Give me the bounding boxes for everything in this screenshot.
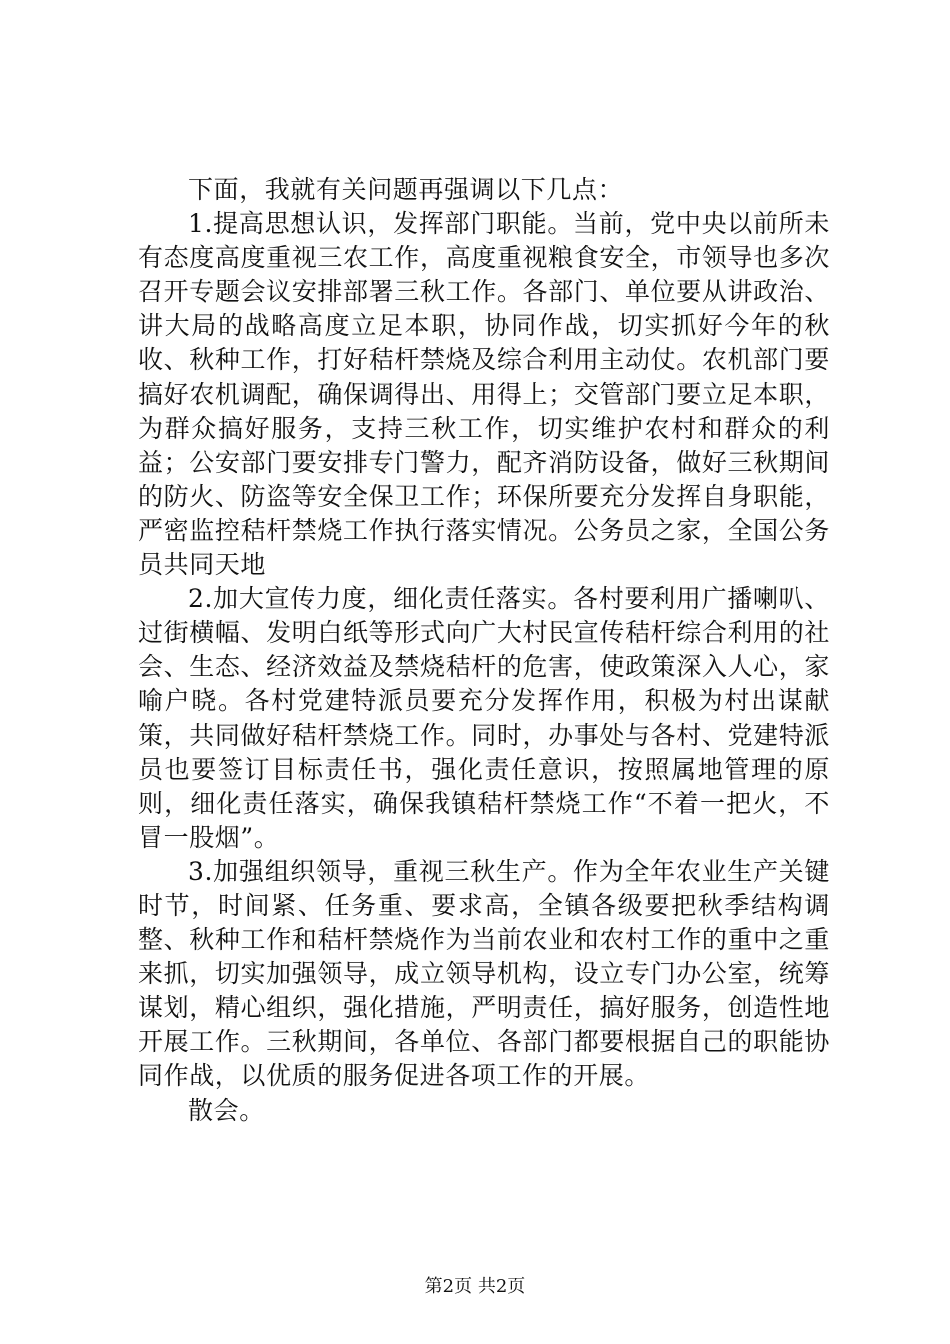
paragraph-closing: 散会。: [188, 1095, 265, 1125]
paragraph-point-1: 1.提高思想认识，发挥部门职能。当前，党中央以前所未有态度高度重视三农工作，高度重视粮食安全，市领导也多次召开专题会议安排部署三秋工作。各部门、单位要从讲政治、讲大局的战略高度立足本职，协同作战，切实抓好今年的秋收、秋种工作，打好秸杆禁烧及综合利用主动仗。农机部门要搞好农机调配，确保调得出、用得上；交管部门要立足本职，为群众搞好服务，支持三秋工作，切实维护农村和群众的利益；公安部门要安排专门警力，配齐消防设备，做好三秋期间的防火、防盗等安全保卫工作；环保所要充分发挥自身职能，严密监控秸杆禁烧工作执行落实情况。公务员之家，全国公务员共同天地: [138, 209, 830, 580]
paragraph-point-2: 2.加大宣传力度，细化责任落实。各村要利用广播喇叭、过街横幅、发明白纸等形式向广大村民宣传秸杆综合利用的社会、生态、经济效益及禁烧秸杆的危害，使政策深入人心，家喻户晓。各村党建特派员要充分发挥作用，积极为村出谋献策，共同做好秸杆禁烧工作。同时，办事处与各村、党建特派员也要签订目标责任书，强化责任意识，按照属地管理的原则，细化责任落实，确保我镇秸杆禁烧工作“不着一把火，不冒一股烟”。: [138, 584, 830, 852]
document-body: [138, 173, 830, 1128]
paragraph-point-3: 3.加强组织领导，重视三秋生产。作为全年农业生产关键时节，时间紧、任务重、要求高，全镇各级要把秋季结构调整、秋种工作和秸杆禁烧作为当前农业和农村工作的重中之重来抓，切实加强领导，成立领导机构，设立专门办公室，统筹谋划，精心组织，强化措施，严明责任，搞好服务，创造性地开展工作。三秋期间，各单位、各部门都要根据自己的职能协同作战，以优质的服务促进各项工作的开展。: [138, 856, 830, 1091]
paragraph-intro: 下面，我就有关问题再强调以下几点：: [188, 175, 624, 204]
page-number-footer: 第2页 共2页: [424, 1276, 526, 1297]
